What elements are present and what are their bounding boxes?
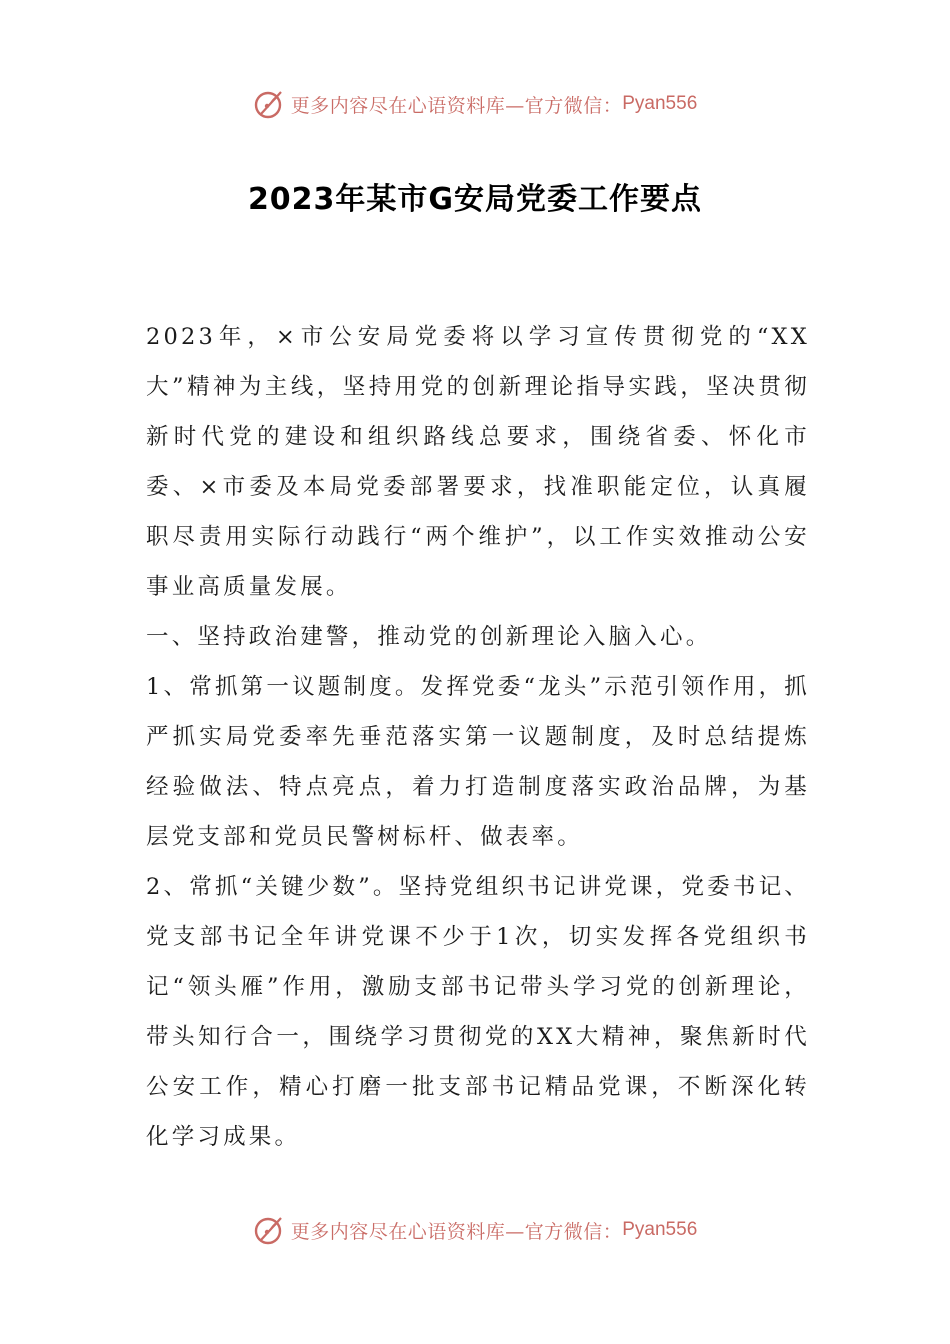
intro-paragraph: 2023年，×市公安局党委将以学习宣传贯彻党的“XX大”精神为主线，坚持用党的创新理论指导实践，坚决贯彻新时代党的建设和组织路线总要求，围绕省委、怀化市委、×市委及本局党委部署要求，找准职能定位，认真履职尽责用实际行动践行“两个维护”，以工作实效推动公安事业高质量发展。 <box>146 324 810 600</box>
document-body <box>146 312 810 1162</box>
document-title: 2023年某市G安局党委工作要点 <box>247 182 703 217</box>
quill-logo-icon <box>253 87 287 121</box>
quill-logo-icon <box>253 1213 287 1247</box>
watermark-text: 更多内容尽在心语资料库—官方微信： <box>290 94 623 117</box>
section-heading-1: 一、坚持政治建警，推动党的创新理论入脑入心。 <box>146 624 712 650</box>
watermark-wechat-id: Pyan556 <box>622 93 698 114</box>
watermark-bottom <box>0 1210 950 1250</box>
watermark-top <box>0 84 950 124</box>
item-paragraph-1: 1、常抓第一议题制度。发挥党委“龙头”示范引领作用，抓严抓实局党委率先垂范落实第一议题制度，及时总结提炼经验做法、特点亮点，着力打造制度落实政治品牌，为基层党支部和党员民警树标杆、做表率。 <box>146 674 810 850</box>
watermark-wechat-id: Pyan556 <box>622 1219 698 1240</box>
item-paragraph-2: 2、常抓“关键少数”。坚持党组织书记讲党课，党委书记、党支部书记全年讲党课不少于1次，切实发挥各党组织书记“领头雁”作用，激励支部书记带头学习党的创新理论，带头知行合一，围绕学习贯彻党的XX大精神，聚焦新时代公安工作，精心打磨一批支部书记精品党课，不断深化转化学习成果。 <box>146 874 810 1150</box>
watermark-text: 更多内容尽在心语资料库—官方微信： <box>290 1220 623 1243</box>
